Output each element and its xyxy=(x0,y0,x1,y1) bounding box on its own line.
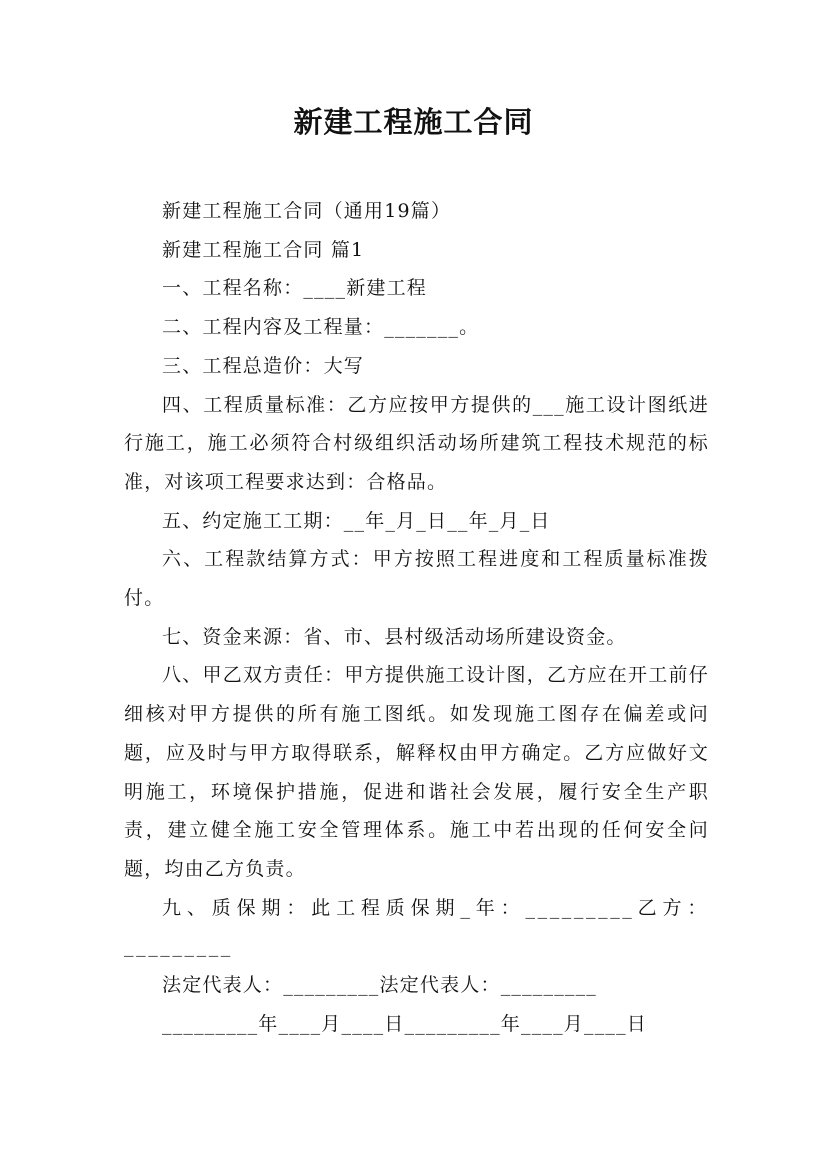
paragraph-clause-9: 九、质保期：此工程质保期_年：_________乙方：_________ xyxy=(124,896,709,958)
paragraph-clause-5: 五、约定施工工期：__年_月_日__年_月_日 xyxy=(162,509,551,532)
paragraph-clause-6: 六、工程款结算方式：甲方按照工程进度和工程质量标准拨付。 xyxy=(124,548,709,610)
paragraph-clause-2: 二、工程内容及工程量：_______。 xyxy=(162,316,480,339)
paragraph-clause-7: 七、资金来源：省、市、县村级活动场所建设资金。 xyxy=(162,625,627,648)
paragraph-dates: _________年____月____日_________年____月____日 xyxy=(162,1012,648,1035)
paragraph-clause-4: 四、工程质量标准：乙方应按甲方提供的___施工设计图纸进行施工，施工必须符合村级组织活动场所建筑工程技术规范的标准，对该项工程要求达到：合格品。 xyxy=(124,393,709,493)
paragraph-subtitle: 新建工程施工合同（通用19篇） xyxy=(162,200,452,222)
paragraph-signatures: 法定代表人：_________法定代表人：_________ xyxy=(162,974,598,997)
paragraph-clause-1: 一、工程名称：____新建工程 xyxy=(162,277,428,300)
paragraph-clause-3: 三、工程总造价：大写 xyxy=(162,354,365,377)
paragraph-section-heading: 新建工程施工合同 篇1 xyxy=(162,238,365,261)
document-body xyxy=(124,192,709,1043)
paragraph-clause-8: 八、甲乙双方责任：甲方提供施工设计图，乙方应在开工前仔细核对甲方提供的所有施工图纸。如发现施工图存在偏差或问题，应及时与甲方取得联系，解释权由甲方确定。乙方应做好文明施工，环境保护措施，促进和谐社会发展，履行安全生产职责，建立健全施工安全管理体系。施工中若出现的任何安全问题，均由乙方负责。 xyxy=(124,664,709,880)
document-title: 新建工程施工合同 xyxy=(293,105,534,139)
